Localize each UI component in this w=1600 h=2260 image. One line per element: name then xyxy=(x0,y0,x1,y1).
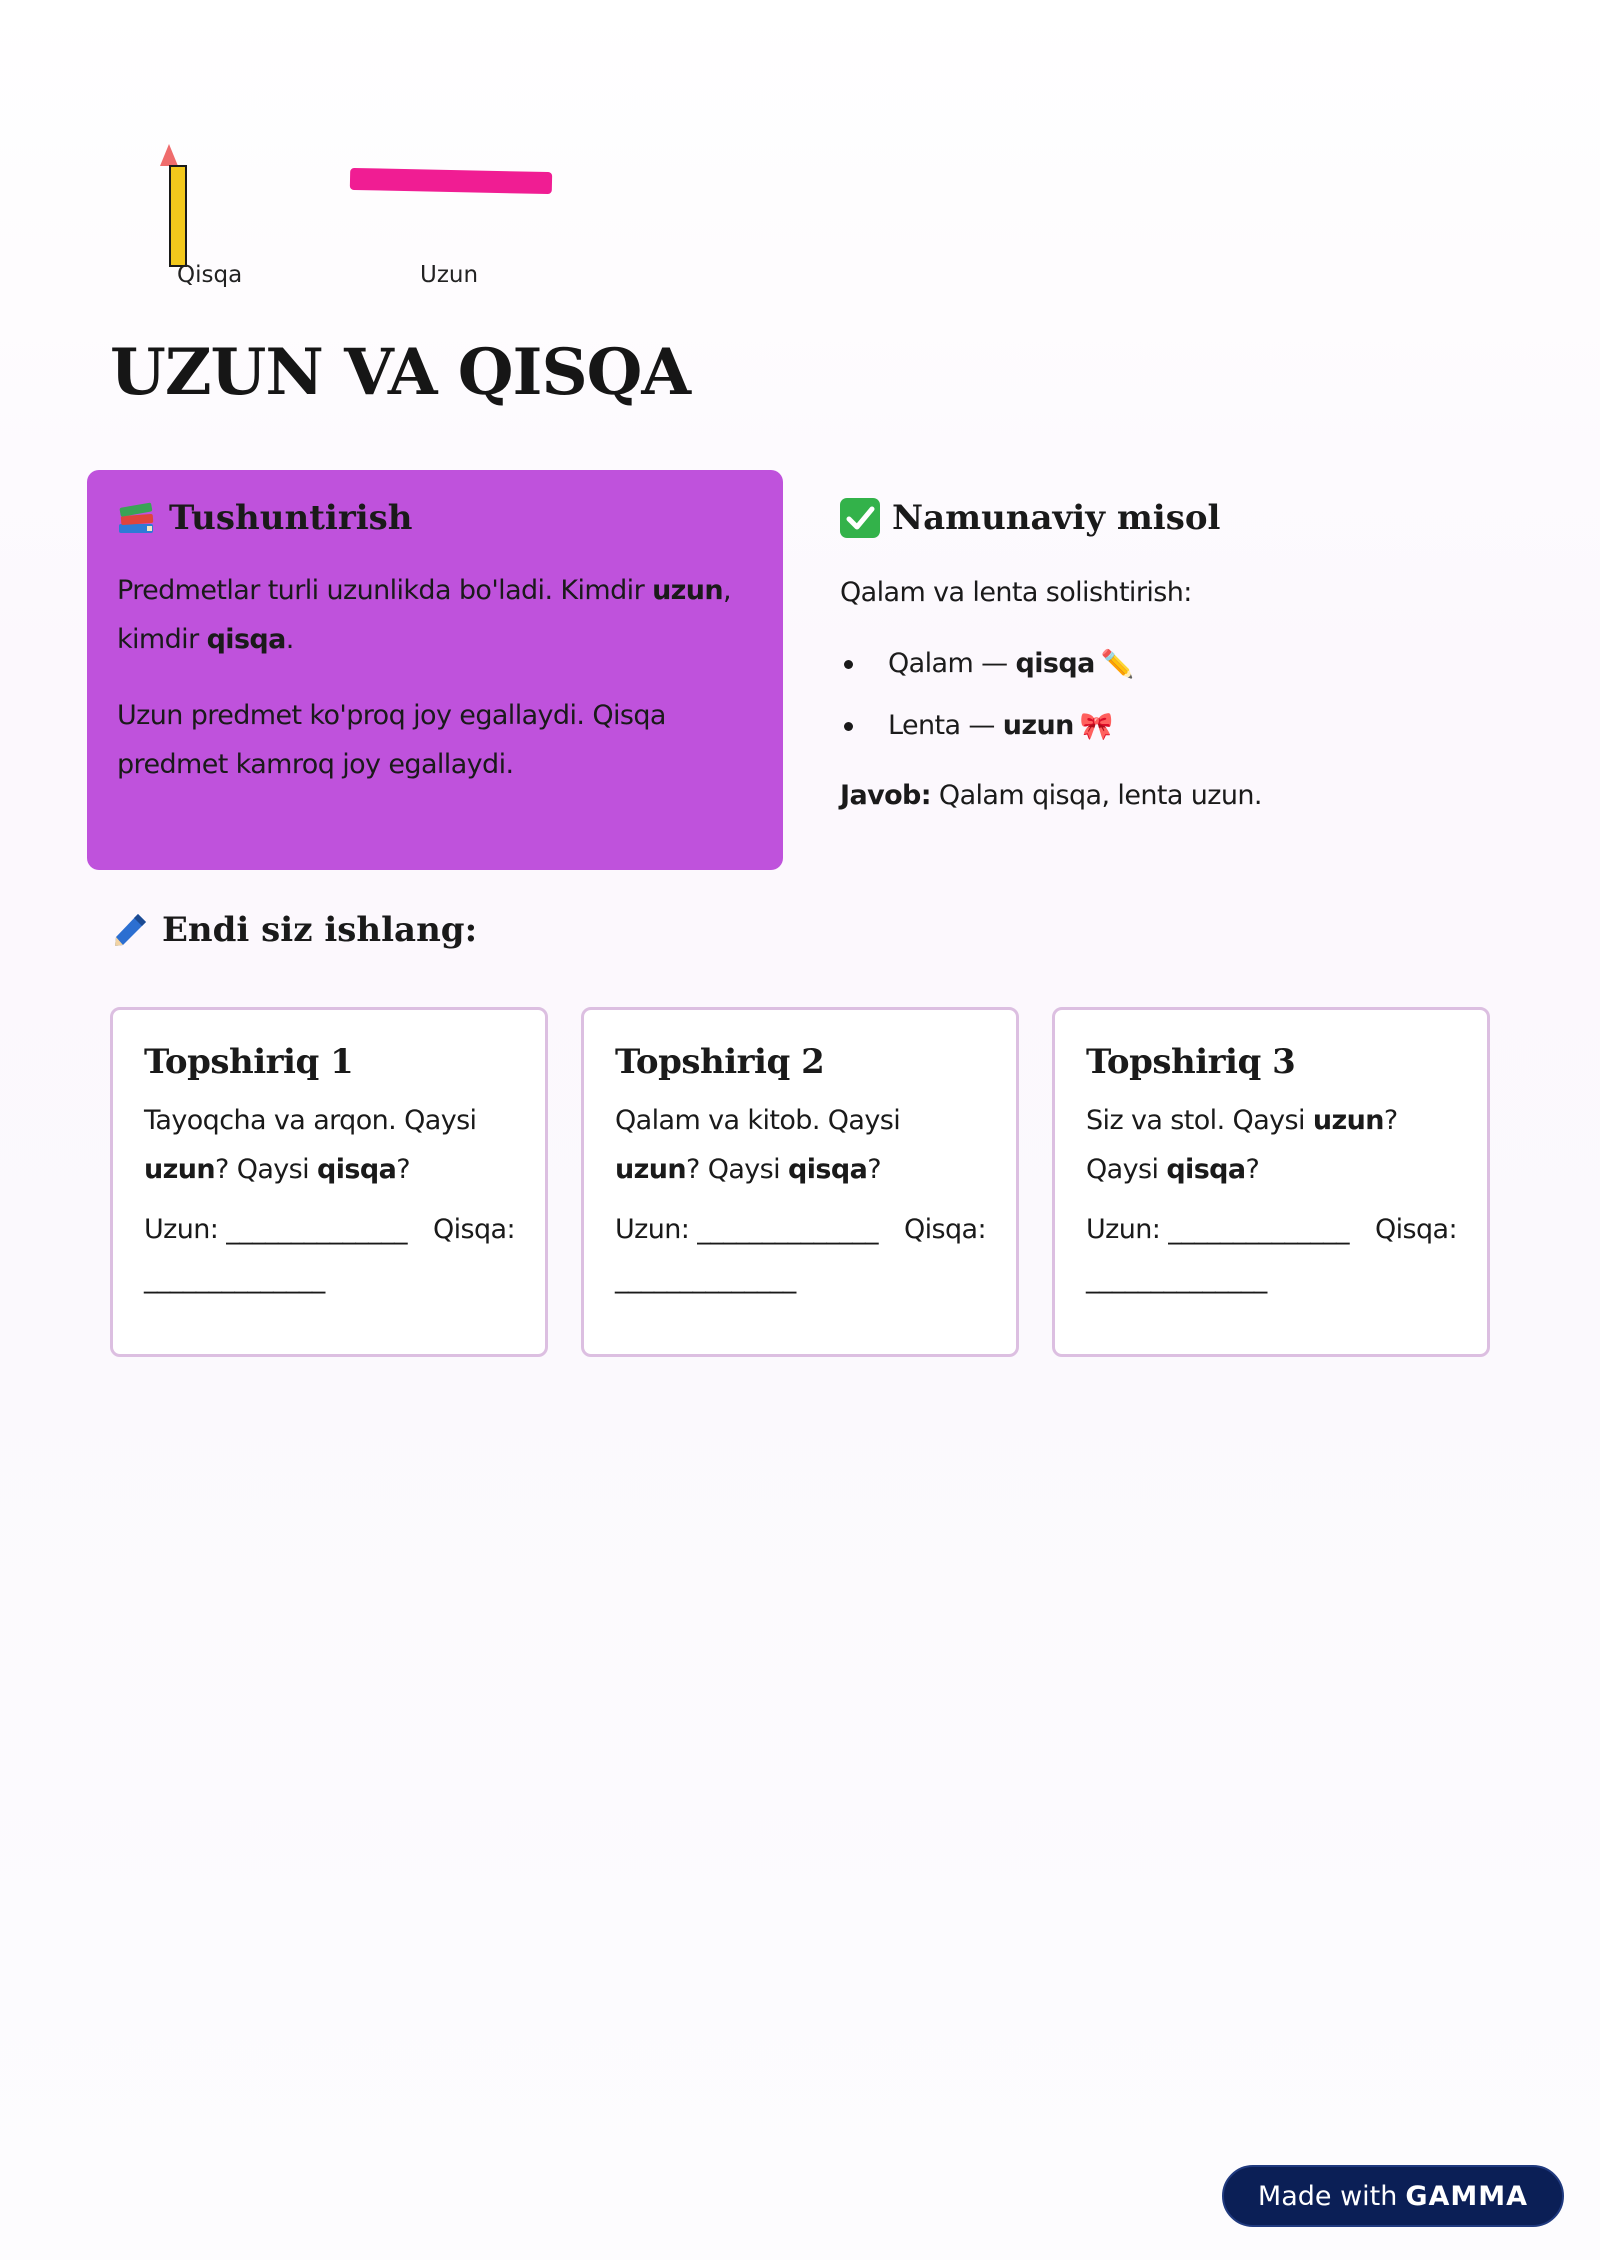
list-item xyxy=(840,695,1540,757)
answer-fields xyxy=(144,1205,515,1303)
question-bold-long: uzun xyxy=(144,1154,215,1185)
pen-icon xyxy=(110,910,150,950)
explanation-text: . xyxy=(285,624,294,655)
short-answer-field[interactable]: ______________ xyxy=(615,1263,796,1294)
example-heading xyxy=(840,498,1540,538)
question-bold-short: qisqa xyxy=(788,1154,868,1185)
long-answer-field[interactable]: Uzun: ______________ xyxy=(144,1214,407,1245)
ribbon-drawing xyxy=(350,168,552,194)
question-text: Tayoqcha va arqon. Qaysi xyxy=(144,1105,477,1136)
question-text: ? xyxy=(396,1154,410,1185)
answer-label: Javob: xyxy=(840,780,931,811)
length-illustration xyxy=(150,140,600,290)
task-title: Topshiriq 3 xyxy=(1086,1042,1296,1082)
question-text: ? Qaysi xyxy=(1086,1105,1398,1185)
ribbon-icon: 🎀 xyxy=(1079,711,1113,742)
long-answer-field[interactable]: Uzun: ______________ xyxy=(1086,1214,1349,1245)
example-section xyxy=(840,470,1540,820)
books-icon xyxy=(117,500,157,536)
list-item xyxy=(840,633,1540,695)
item-value: uzun xyxy=(1002,710,1074,741)
explanation-heading xyxy=(117,498,753,538)
tasks-heading xyxy=(110,910,477,950)
question-text: ? Qaysi xyxy=(685,1154,789,1185)
explanation-heading-text: Tushuntirish xyxy=(169,498,413,538)
task-title: Topshiriq 1 xyxy=(144,1042,354,1082)
task-question xyxy=(1086,1096,1457,1194)
task-card-2 xyxy=(581,1007,1019,1357)
pencil-drawing xyxy=(169,165,187,267)
item-value: qisqa xyxy=(1015,648,1095,679)
question-text: Siz va stol. Qaysi xyxy=(1086,1105,1313,1136)
check-icon xyxy=(840,498,880,538)
explanation-card xyxy=(87,470,783,870)
explanation-bold-long: uzun xyxy=(652,575,724,606)
example-answer xyxy=(840,771,1540,820)
explanation-text: Predmetlar turli uzunlikda bo'ladi. Kimdir xyxy=(117,575,653,606)
example-intro: Qalam va lenta solishtirish: xyxy=(840,577,1192,608)
short-answer-field[interactable]: ______________ xyxy=(144,1263,325,1294)
task-question xyxy=(144,1096,515,1194)
task-card-1 xyxy=(110,1007,548,1357)
made-with-gamma-badge[interactable] xyxy=(1222,2165,1564,2227)
answer-text: Qalam qisqa, lenta uzun. xyxy=(930,780,1262,811)
question-text: Qalam va kitob. Qaysi xyxy=(615,1105,901,1136)
pencil-icon: ✏️ xyxy=(1100,649,1134,680)
pencil-tip xyxy=(160,144,178,166)
question-text: ? xyxy=(1245,1154,1260,1185)
short-answer-label: Qisqa: xyxy=(903,1214,986,1245)
question-bold-short: qisqa xyxy=(1166,1154,1246,1185)
page-title: UZUN VA QISQA xyxy=(110,335,691,410)
example-list xyxy=(840,633,1540,757)
question-bold-short: qisqa xyxy=(317,1154,397,1185)
explanation-bold-short: qisqa xyxy=(206,624,286,655)
item-label: Qalam — xyxy=(888,648,1016,679)
short-answer-field[interactable]: ______________ xyxy=(1086,1263,1267,1294)
explanation-paragraph-2: Uzun predmet ko'proq joy egallaydi. Qisqa predmet kamroq joy egallaydi. xyxy=(117,700,666,780)
short-answer-label: Qisqa: xyxy=(432,1214,515,1245)
gamma-logo: GAMMA xyxy=(1405,2180,1529,2212)
task-title: Topshiriq 2 xyxy=(615,1042,825,1082)
badge-prefix: Made with xyxy=(1257,2180,1398,2212)
task-card-3 xyxy=(1052,1007,1490,1357)
task-question xyxy=(615,1096,986,1194)
short-label: Qisqa xyxy=(177,262,243,288)
long-label: Uzun xyxy=(420,262,479,288)
explanation-text: , kimdir xyxy=(117,575,732,655)
item-label: Lenta — xyxy=(888,710,1003,741)
answer-fields xyxy=(1086,1205,1457,1303)
tasks-heading-text: Endi siz ishlang: xyxy=(162,910,478,950)
short-answer-label: Qisqa: xyxy=(1374,1214,1457,1245)
long-answer-field[interactable]: Uzun: ______________ xyxy=(615,1214,878,1245)
question-text: ? Qaysi xyxy=(214,1154,318,1185)
answer-fields xyxy=(615,1205,986,1303)
question-bold-long: uzun xyxy=(1312,1105,1384,1136)
example-heading-text: Namunaviy misol xyxy=(892,498,1221,538)
explanation-paragraph-1 xyxy=(117,566,753,664)
question-text: ? xyxy=(867,1154,881,1185)
question-bold-long: uzun xyxy=(615,1154,686,1185)
